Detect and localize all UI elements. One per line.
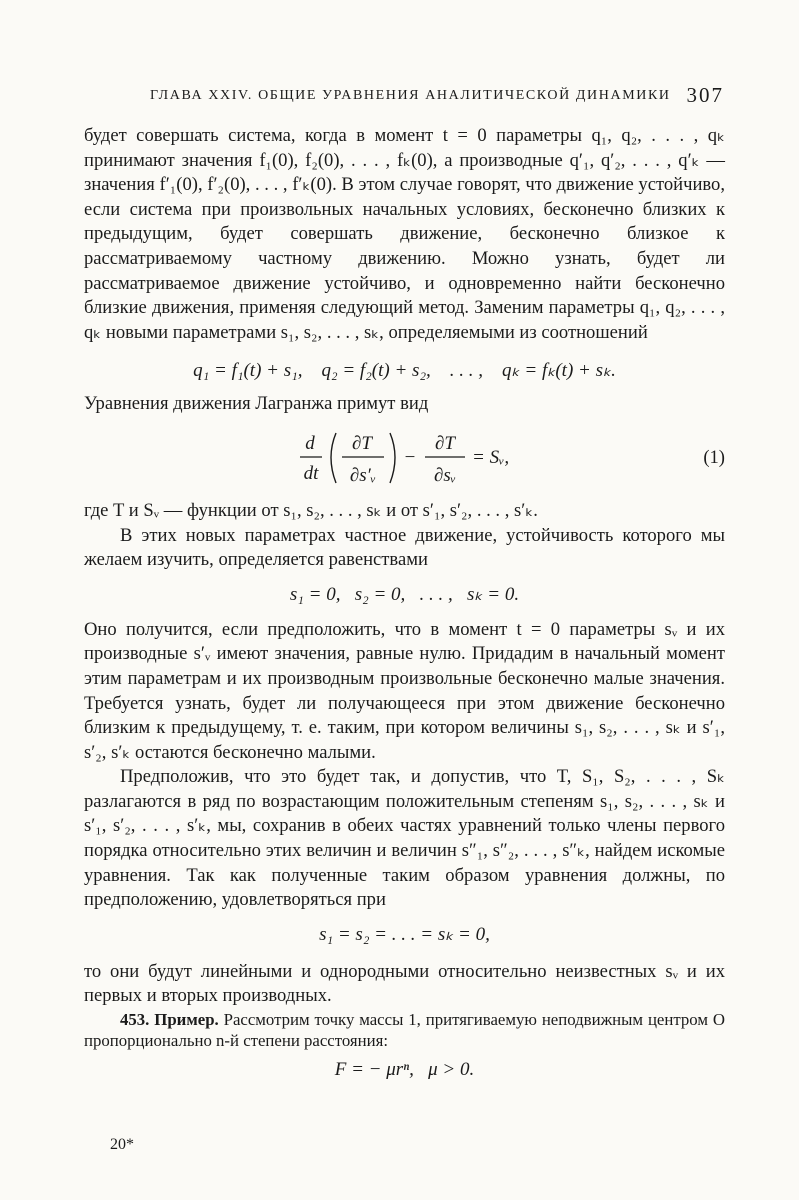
eq-dT-2: ∂T — [435, 432, 455, 454]
equation-number: (1) — [703, 446, 725, 468]
eq-dT-1: ∂T — [352, 432, 372, 454]
running-header — [150, 83, 730, 107]
paragraph-1: будет совершать система, когда в момент t = 0 параметры q₁, q₂, . . . , qₖ принимают значения f₁(0), f₂(0), . . . , fₖ(0), а производные q′₁, q′₂, . . . , q′ₖ — значения f′₁(0), f′₂(0), . . . , f′ₖ(0). В этом случае говорят, что движение устойчиво, если система при произвольных начальных условиях, бесконечно близких к предыдущим, будет совершать движение, бесконечно близкое к рассматриваемому частному движению. Можно узнать, будет ли рассматриваемое движение устойчиво, и одновременно найти бесконечно близкие движения, применяя следующий метод. Заменим параметры q₁, q₂, . . . , qₖ новыми параметрами s₁, s₂, . . . , sₖ, определяемыми из соотношений — [84, 125, 725, 343]
paragraph-7: то они будут линейными и однородными относительно неизвестных sᵥ и их первых и вторых производных. — [84, 960, 725, 1007]
lagrange-equation — [84, 423, 725, 495]
eq-minus: − — [404, 446, 416, 468]
substitution-formula: q₁ = f₁(t) + s₁, q₂ = f₂(t) + s₂, . . . , qₖ = fₖ(t) + sₖ. — [193, 360, 616, 382]
paragraph-4: В этих новых параметрах частное движение, устойчивость которого мы желаем изучить, определяется равенствами — [84, 524, 725, 571]
page-body — [84, 124, 725, 1081]
eq-ds-prime: ∂s′ᵥ — [349, 464, 377, 486]
paragraph-3: где T и Sᵥ — функции от s₁, s₂, . . . , sₖ и от s′₁, s′₂, . . . , s′ₖ. — [84, 499, 538, 521]
zero-conditions-formula: s₁ = 0, s₂ = 0, . . . , sₖ = 0. — [289, 583, 520, 605]
signature-mark: 20* — [110, 1136, 134, 1153]
paragraph-5: Оно получится, если предположить, что в момент t = 0 параметры sᵥ и их производные s′ᵥ имеют значения, равные нулю. Придадим в начальный момент этим параметрам и их производным произвольные бесконечно малые значения. Требуется узнать, будет ли получающееся при этом движение бесконечно близким к предыдущему, т. е. таким, при котором величины s₁, s₂, . . . , sₖ и s′₁, s′₂, s′ₖ остаются бесконечно малыми. — [84, 618, 725, 763]
example-paragraph — [84, 1009, 725, 1051]
equal-zero-formula: s₁ = s₂ = . . . = sₖ = 0, — [319, 923, 490, 945]
eq-left-paren — [331, 433, 336, 483]
eq-d: d — [305, 432, 315, 454]
example-heading: 453. Пример. — [120, 1010, 219, 1030]
chapter-title: ГЛАВА XXIV. ОБЩИЕ УРАВНЕНИЯ АНАЛИТИЧЕСКОЙ ДИНАМИКИ — [150, 88, 671, 103]
eq-ds: ∂sᵥ — [433, 464, 457, 486]
page-number: 307 — [686, 83, 724, 107]
eq-right-paren — [390, 433, 395, 483]
paragraph-2: Уравнения движения Лагранжа примут вид — [84, 393, 429, 415]
eq-rhs: = Sᵥ, — [472, 446, 510, 468]
eq-dt: dt — [303, 462, 319, 484]
paragraph-6: Предположив, что это будет так, и допустив, что T, S₁, S₂, . . . , Sₖ разлагаются в ряд по возрастающим положительным степеням s₁, s₂, . . . , sₖ и s′₁, s′₂, . . . , s′ₖ, мы, сохранив в обеих частях уравнений только члены первого порядка относительно этих величин и величин s″₁, s″₂, . . . , s″ₖ, найдем искомые уравнения. Так как полученные таким образом уравнения должны, по предположению, удовлетворяться при — [84, 766, 725, 911]
force-formula: F = − μrⁿ, μ > 0. — [334, 1059, 475, 1081]
example-text: Рассмотрим точку массы 1, притягиваемую неподвижным центром O пропорционально n-й степени расстояния: — [84, 1010, 725, 1051]
